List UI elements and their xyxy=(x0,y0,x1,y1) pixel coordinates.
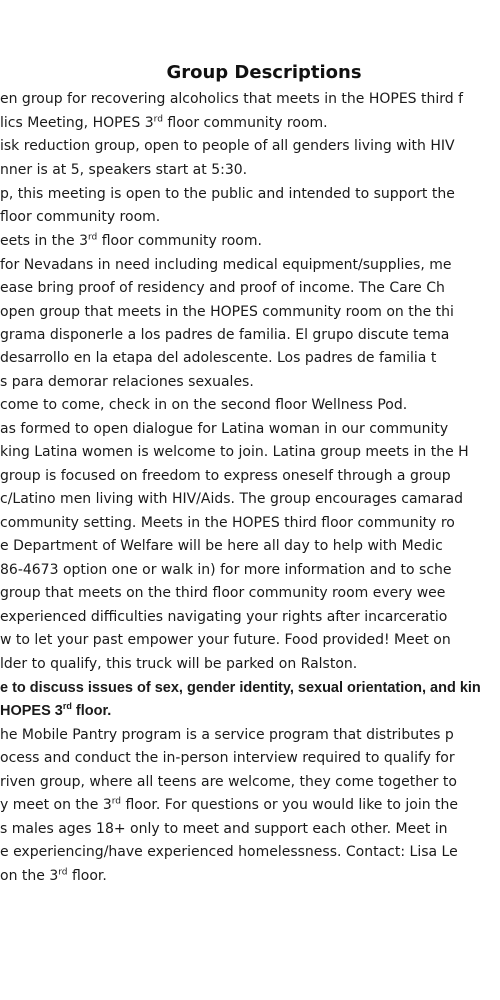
line-text: ocess and conduct the in-person interview required to qualify for xyxy=(0,750,455,766)
description-line xyxy=(0,514,455,532)
line-text: e experiencing/have experienced homelessness. Contact: Lisa Le xyxy=(0,844,458,860)
line-text: as formed to open dialogue for Latina woman in our community xyxy=(0,421,449,437)
line-text: y meet on the 3 xyxy=(0,797,112,813)
description-line xyxy=(0,655,357,673)
line-text: come to come, check in on the second floor Wellness Pod. xyxy=(0,397,408,413)
ordinal-suffix: rd xyxy=(88,232,98,243)
ordinal-suffix: rd xyxy=(58,867,68,878)
page-title: Group Descriptions xyxy=(166,62,362,83)
line-text: he Mobile Pantry program is a service program that distributes p xyxy=(0,727,454,743)
line-text: HOPES 3 xyxy=(0,703,63,719)
description-line xyxy=(0,443,469,461)
description-line xyxy=(0,326,449,344)
description-line xyxy=(0,679,481,697)
line-text: grama disponerle a los padres de familia. El grupo discute tema xyxy=(0,327,450,343)
line-text-continued: floor. For questions or you would like to join the xyxy=(121,797,459,813)
line-text: 86-4673 option one or walk in) for more information and to sche xyxy=(0,562,452,578)
line-text: king Latina women is welcome to join. Latina group meets in the H xyxy=(0,444,469,460)
line-text: lder to qualify, this truck will be parked on Ralston. xyxy=(0,656,358,672)
description-line xyxy=(0,114,328,132)
description-line xyxy=(0,396,407,414)
line-text: group is focused on freedom to express oneself through a group xyxy=(0,468,451,484)
description-line xyxy=(0,796,458,814)
description-line xyxy=(0,608,447,626)
line-text: on the 3 xyxy=(0,868,59,884)
description-line xyxy=(0,161,247,179)
line-text: ease bring proof of residency and proof of income. The Care Ch xyxy=(0,280,445,296)
line-text-continued: floor. xyxy=(67,868,107,884)
description-line xyxy=(0,820,448,838)
description-line xyxy=(0,490,463,508)
description-line xyxy=(0,90,463,108)
line-text: for Nevadans in need including medical equipment/supplies, me xyxy=(0,257,452,273)
line-text: e Department of Welfare will be here all day to help with Medic xyxy=(0,538,443,554)
description-line xyxy=(0,631,451,649)
description-line xyxy=(0,726,454,744)
line-text: s males ages 18+ only to meet and support each other. Meet in xyxy=(0,821,448,837)
description-line xyxy=(0,584,445,602)
line-text: p, this meeting is open to the public and intended to support the xyxy=(0,186,455,202)
description-line xyxy=(0,208,160,226)
line-text: open group that meets in the HOPES community room on the thi xyxy=(0,304,454,320)
description-line xyxy=(0,279,445,297)
line-text: isk reduction group, open to people of all genders living with HIV xyxy=(0,138,455,154)
description-line xyxy=(0,843,458,861)
description-line xyxy=(0,561,452,579)
line-text: en group for recovering alcoholics that meets in the HOPES third f xyxy=(0,91,464,107)
description-line xyxy=(0,537,443,555)
line-text: riven group, where all teens are welcome, they come together to xyxy=(0,774,457,790)
description-line xyxy=(0,773,457,791)
line-text: experienced difficulties navigating your rights after incarceratio xyxy=(0,609,448,625)
line-text: desarrollo en la etapa del adolescente. Los padres de familia t xyxy=(0,350,437,366)
ordinal-suffix: rd xyxy=(153,114,163,125)
line-text: w to let your past empower your future. Food provided! Meet on xyxy=(0,632,451,648)
line-text: e to discuss issues of sex, gender identity, sexual orientation, and kin xyxy=(0,680,481,696)
line-text: eets in the 3 xyxy=(0,233,89,249)
line-text: nner is at 5, speakers start at 5:30. xyxy=(0,162,248,178)
description-line xyxy=(0,702,111,720)
description-line xyxy=(0,232,262,250)
description-line xyxy=(0,467,451,485)
ordinal-suffix: rd xyxy=(111,796,122,807)
line-text-continued: floor. xyxy=(71,703,112,719)
description-line xyxy=(0,256,452,274)
description-line xyxy=(0,420,448,438)
line-text: s para demorar relaciones sexuales. xyxy=(0,374,254,390)
description-line xyxy=(0,303,454,321)
line-text: lics Meeting, HOPES 3 xyxy=(0,115,154,131)
line-text: c/Latino men living with HIV/Aids. The group encourages camarad xyxy=(0,491,463,507)
line-text: floor community room. xyxy=(0,209,161,225)
description-line xyxy=(0,749,455,767)
description-line xyxy=(0,137,455,155)
description-line xyxy=(0,867,107,885)
ordinal-suffix: rd xyxy=(62,701,72,712)
line-text-continued: floor community room. xyxy=(162,115,328,131)
line-text-continued: floor community room. xyxy=(97,233,262,249)
description-line xyxy=(0,185,455,203)
description-line xyxy=(0,373,254,391)
line-text: group that meets on the third floor community room every wee xyxy=(0,585,446,601)
description-line xyxy=(0,349,436,367)
line-text: community setting. Meets in the HOPES third floor community ro xyxy=(0,515,455,531)
